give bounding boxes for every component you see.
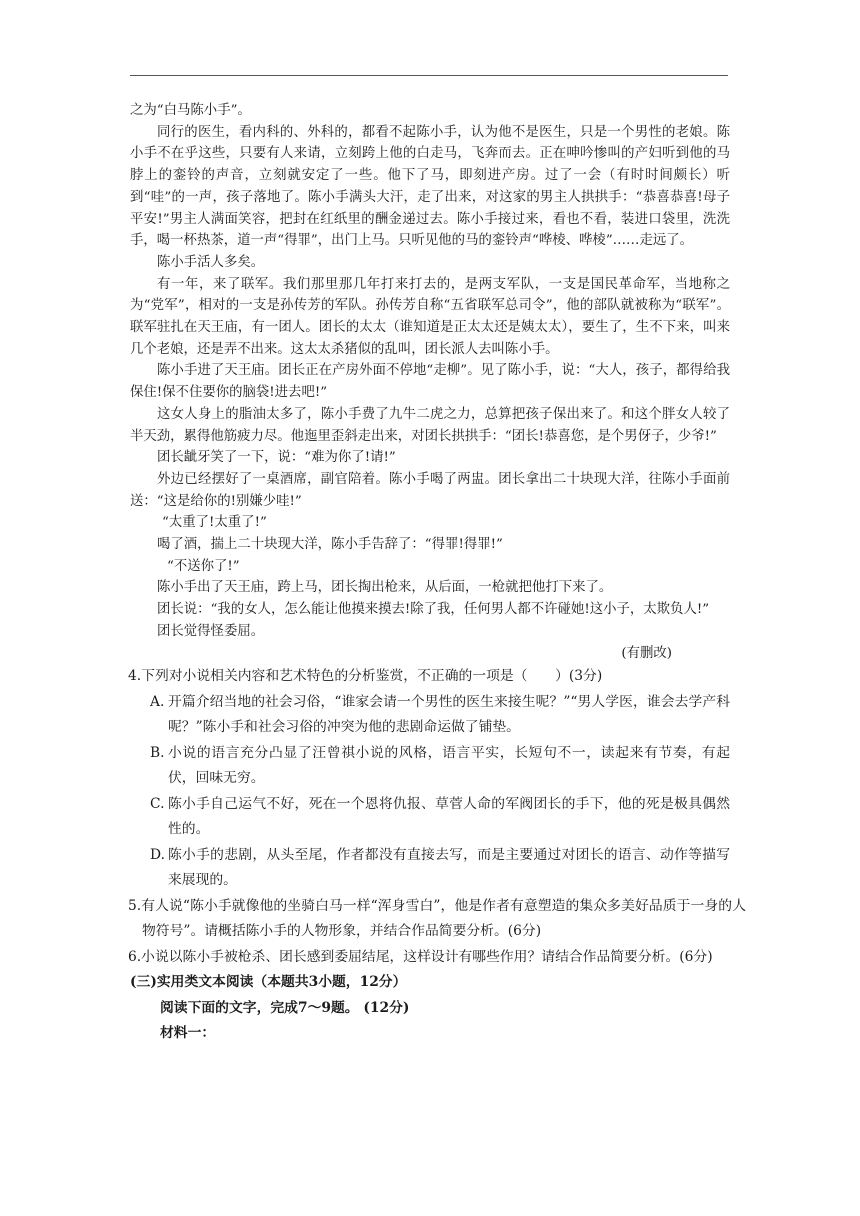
passage-paragraph: “不送你了!”	[167, 558, 240, 574]
option-label: C.	[150, 795, 165, 812]
passage-paragraph: 同行的医生，看内科的、外科的，都看不起陈小手，认为他不是医生，只是一个男性的老娘。陈小手不在乎这些，只要有人来请，立刻跨上他的白走马，飞奔而去。正在呻吟惨叫的产妇听到他的马脖上的銮铃的声音，立刻就安定了一些。他下了马，即刻进产房。过了一会（有时时间颇长）听到“哇”的一声，孩子落地了。陈小手满头大汗，走了出来，对这家的男主人拱拱手：“恭喜恭喜!母子平安!”男主人满面笑容，把封在红纸里的酬金递过去。陈小手接过来，看也不看，装进口袋里，洗洗手，喝一杯热茶，道一声“得罪”，出门上马。只听见他的马的銮铃声“哗棱、哗棱”……走远了。	[130, 124, 730, 249]
passage-paragraph: 这女人身上的脂油太多了，陈小手费了九牛二虎之力，总算把孩子保出来了。和这个胖女人较了半天劲，累得他筋疲力尽。他迤里歪斜走出来，对团长拱拱手：“团长!恭喜您，是个男伢子，少爷!”	[130, 406, 730, 444]
option-text: 开篇介绍当地的社会习俗，“谁家会请一个男性的医生来接生呢？”“男人学医，谁会去学产科呢？”陈小手和社会习俗的冲突为他的悲剧命运做了铺垫。	[168, 693, 730, 736]
passage-paragraph: 陈小手出了天王庙，跨上马，团长掏出枪来，从后面，一枪就把他打下来了。	[157, 580, 613, 596]
source-note: (有删改)	[621, 645, 672, 661]
material-one-label: 材料一：	[160, 1025, 216, 1042]
passage-paragraph: 喝了酒，揣上二十块现大洋，陈小手告辞了：“得罪!得罪!”	[157, 537, 503, 553]
option-text: 小说的语言充分凸显了汪曾祺小说的风格，语言平实，长短句不一，读起来有节奏，有起伏，回味无穷。	[168, 744, 730, 787]
question-4-options	[130, 690, 730, 894]
passage-paragraph: 有一年，来了联军。我们那里那几年打来打去的，是两支军队，一支是国民革命军，当地称之为“党军”，相对的一支是孙传芳的军队。孙传芳自称“五省联军总司令”，他的部队就被称为“联军”。联军驻扎在天王庙，有一团人。团长的太太（谁知道是正太太还是姨太太），要生了，生不下来，叫来几个老娘，还是弄不出来。这太太杀猪似的乱叫，团长派人去叫陈小手。	[130, 276, 730, 357]
option-label: D.	[150, 846, 165, 863]
option-text: 陈小手的悲剧，从头至尾，作者都没有直接去写，而是主要通过对团长的语言、动作等描写来展现的。	[168, 846, 730, 889]
passage-paragraph: 之为“白马陈小手”。	[130, 103, 251, 118]
passage-paragraph: 团长说：“我的女人，怎么能让他摸来摸去!除了我，任何男人都不许碰她!这小子，太欺负人!”	[157, 602, 710, 618]
section-3-instruction: 阅读下面的文字，完成7～9题。 (12分)	[160, 999, 410, 1016]
question-4-option	[130, 741, 730, 792]
option-text: 陈小手自己运气不好，死在一个恩将仇报、草菅人命的军阀团长的手下，他的死是极具偶然性的。	[168, 795, 730, 838]
question-4-option	[130, 843, 730, 894]
passage-paragraph: 团长觉得怪委屈。	[157, 623, 265, 639]
passage-paragraph: “太重了!太重了!”	[162, 515, 267, 531]
passage-paragraph: 陈小手活人多矣。	[157, 254, 265, 270]
header-rule	[130, 75, 728, 76]
document-page	[128, 100, 746, 1047]
question-4-stem: 4.下列对小说相关内容和艺术特色的分析鉴赏，不正确的一项是（ ）(3分)	[128, 668, 603, 685]
question-5: 5.有人说“陈小手就像他的坐骑白马一样“浑身雪白”，他是作者有意塑造的集众多美好品质于一身的人物符号”。请概括陈小手的人物形象，并结合作品简要分析。(6分)	[128, 897, 746, 940]
question-6: 6.小说以陈小手被枪杀、团长感到委屈结尾，这样设计有哪些作用？请结合作品简要分析。(6分)	[128, 948, 713, 965]
passage-paragraph: 团长龇牙笑了一下，说：“难为你了!请!”	[157, 450, 396, 466]
story-passage	[130, 100, 730, 643]
question-4-option	[130, 690, 730, 741]
section-3-title: (三)实用类文本阅读（本题共3小题，12分）	[130, 974, 407, 991]
passage-paragraph: 陈小手进了天王庙。团长正在产房外面不停地“走柳”。见了陈小手，说：“大人，孩子，都得给我保住!保不住要你的脑袋!进去吧!”	[130, 363, 730, 401]
question-4-option	[130, 792, 730, 843]
option-label: A.	[150, 693, 165, 710]
passage-paragraph: 外边已经摆好了一桌酒席，副官陪着。陈小手喝了两盅。团长拿出二十块现大洋，往陈小手面前送：“这是给你的!别嫌少哇!”	[130, 471, 730, 509]
option-label: B.	[150, 744, 165, 761]
